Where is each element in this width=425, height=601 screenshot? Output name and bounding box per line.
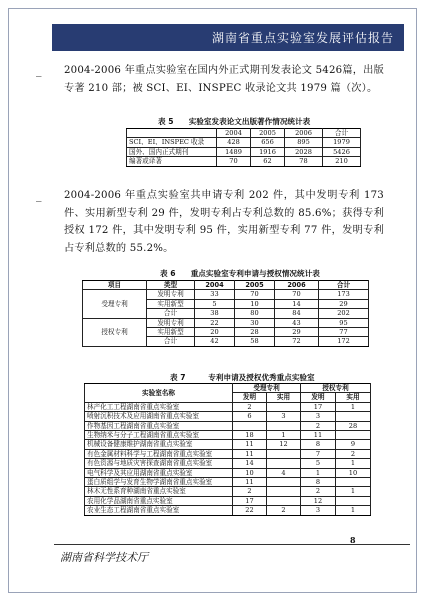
table-cell — [267, 496, 301, 505]
table-cell: 2 — [233, 402, 267, 411]
table-cell: 有色金属材料科学与工程湖南省重点实验室 — [85, 449, 233, 458]
table-cell: 84 — [275, 309, 319, 318]
table-cell: 33 — [195, 290, 235, 299]
table-header-cell: 授权专利 — [301, 384, 371, 393]
table-cell: 2028 — [285, 147, 323, 156]
table-cell: 5 — [301, 459, 336, 468]
table-cell: 58 — [235, 337, 275, 346]
table-header-cell — [127, 129, 217, 138]
table-subheader-cell: 实用 — [267, 393, 301, 402]
table-cell: 电气科学及其应用湖南省重点实验室 — [85, 468, 233, 477]
table-row — [85, 431, 371, 440]
table-header-row — [83, 281, 369, 290]
table5 — [126, 128, 361, 167]
table-cell: 11 — [233, 440, 267, 449]
table-cell: 林产化工工程湖南省重点实验室 — [85, 402, 233, 411]
table-cell: 29 — [319, 299, 369, 308]
table-cell: 蛋白质组学与发育生物学湖南省重点实验室 — [85, 478, 233, 487]
table-cell: 11 — [233, 449, 267, 458]
table-cell: 实用新型 — [147, 299, 195, 308]
table-cell: 22 — [195, 318, 235, 327]
table-subheader-cell: 实用 — [336, 393, 371, 402]
table-cell: 机械设备健康维护湖南省重点实验室 — [85, 440, 233, 449]
table-header-cell: 合计 — [323, 129, 361, 138]
table-header-cell: 2005 — [251, 129, 285, 138]
table-cell: 11 — [233, 478, 267, 487]
table-cell: 12 — [267, 440, 301, 449]
table-row — [85, 421, 371, 430]
table-cell: 1 — [336, 506, 371, 515]
table-row — [85, 496, 371, 505]
table-header-cell: 合计 — [319, 281, 369, 290]
table-cell: 3 — [267, 412, 301, 421]
table-cell: 1 — [336, 487, 371, 496]
table-cell: 95 — [319, 318, 369, 327]
table-cell: 2 — [301, 487, 336, 496]
table-cell: 1979 — [323, 138, 361, 147]
table-row — [85, 412, 371, 421]
table-cell — [336, 431, 371, 440]
table-header-row — [85, 384, 371, 393]
table-cell: 10 — [235, 299, 275, 308]
table-header-cell: 项目 — [83, 281, 147, 290]
paragraph-text: 2004-2006 年重点实验室共申请专利 202 件，其中发明专利 173 件、实用新型专利 29 件，发明专利占专利总数的 85.6%；获得专利授权 172 件，其中发明专利 95 件，实用新型专利 77 件，发明专利占专利总数的 55.2%。 — [64, 190, 384, 254]
table-cell: 12 — [301, 496, 336, 505]
table-cell — [336, 478, 371, 487]
table-cell: 3 — [301, 412, 336, 421]
table-cell: 2 — [267, 506, 301, 515]
table-subheader-cell: 发明 — [301, 393, 336, 402]
table-cell: 11 — [301, 431, 336, 440]
page-number: 8 — [350, 535, 356, 545]
table-cell: SCI、EI、INSPEC 收录 — [127, 138, 217, 147]
table-row — [85, 449, 371, 458]
table-cell: 合计 — [147, 337, 195, 346]
table-row — [127, 147, 361, 156]
table-cell: 28 — [235, 328, 275, 337]
table-cell: 172 — [319, 337, 369, 346]
table-cell: 78 — [285, 157, 323, 166]
table-cell: 合计 — [147, 309, 195, 318]
table6-caption: 表 6 重点实验室专利申请与授权情况统计表 — [160, 269, 320, 278]
bullet-dash: _ — [36, 64, 42, 77]
table-cell: 2 — [301, 421, 336, 430]
table-cell: 1489 — [217, 147, 251, 156]
table-cell: 17 — [301, 402, 336, 411]
table-cell: 有色资源与地质灾害探查湖南省重点实验室 — [85, 459, 233, 468]
table-cell: 42 — [195, 337, 235, 346]
table-cell: 173 — [319, 290, 369, 299]
table-cell: 5426 — [323, 147, 361, 156]
table5-caption: 表 5 实验室发表论文出版著作情况统计表 — [158, 117, 311, 126]
table-header-cell: 2004 — [217, 129, 251, 138]
footer-divider — [54, 544, 410, 545]
table-cell: 实用新型 — [147, 328, 195, 337]
table-row — [85, 478, 371, 487]
table-header-cell: 2006 — [275, 281, 319, 290]
table-cell: 8 — [301, 440, 336, 449]
table-row — [127, 157, 361, 166]
table-cell: 38 — [195, 309, 235, 318]
table-cell: 1 — [301, 468, 336, 477]
table-cell: 428 — [217, 138, 251, 147]
table-cell: 1916 — [251, 147, 285, 156]
paragraph-text: 2004-2006 年重点实验室在国内外正式期刊发表论文 5426篇，出版专著 210 部；被 SCI、EI、INSPEC 收录论文共 1979 篇（次）。 — [64, 65, 384, 94]
table-cell: 43 — [275, 318, 319, 327]
report-title: 湖南省重点实验室发展评估报告 — [211, 31, 394, 45]
table-cell: 1 — [267, 431, 301, 440]
table-cell: 70 — [275, 290, 319, 299]
table-cell: 202 — [319, 309, 369, 318]
table-cell — [267, 402, 301, 411]
table-row — [83, 290, 369, 299]
table-cell: 62 — [251, 157, 285, 166]
table-cell: 10 — [336, 468, 371, 477]
table-row — [85, 487, 371, 496]
table-cell: 6 — [233, 412, 267, 421]
table-header-cell: 2005 — [235, 281, 275, 290]
table-cell: 29 — [275, 328, 319, 337]
table-cell: 2 — [233, 487, 267, 496]
table-cell — [233, 421, 267, 430]
table-header-cell: 类型 — [147, 281, 195, 290]
table-cell: 作物基因工程湖南省重点实验室 — [85, 421, 233, 430]
table-cell: 7 — [301, 449, 336, 458]
table-cell: 1 — [336, 402, 371, 411]
table-cell: 5 — [195, 299, 235, 308]
table-cell: 210 — [323, 157, 361, 166]
table-cell — [267, 459, 301, 468]
table-cell: 10 — [233, 468, 267, 477]
table7 — [84, 383, 371, 516]
table-cell: 72 — [275, 337, 319, 346]
table-cell: 喷射沉积技术及应用湖南省重点实验室 — [85, 412, 233, 421]
table-cell — [336, 412, 371, 421]
table-cell: 9 — [336, 440, 371, 449]
table-cell — [267, 449, 301, 458]
footer-org: 湖南省科学技术厅 — [60, 551, 148, 564]
table-cell: 14 — [233, 459, 267, 468]
table6 — [82, 280, 369, 347]
table-header-cell: 受理专利 — [233, 384, 301, 393]
table-row — [85, 468, 371, 477]
table-cell: 发明专利 — [147, 290, 195, 299]
table-subheader-cell: 发明 — [233, 393, 267, 402]
table-header-cell: 实验室名称 — [85, 384, 233, 403]
table-cell: 80 — [235, 309, 275, 318]
table-cell: 28 — [336, 421, 371, 430]
table-cell: 编著或译著 — [127, 157, 217, 166]
table-row — [127, 138, 361, 147]
paragraph-patents — [36, 187, 384, 257]
table-header-cell: 2006 — [285, 129, 323, 138]
table-cell: 1 — [336, 459, 371, 468]
paragraph-papers — [36, 62, 384, 97]
table-cell: 22 — [233, 506, 267, 515]
table-row — [85, 402, 371, 411]
table-row — [83, 318, 369, 327]
group-label: 受理专利 — [83, 290, 147, 318]
header-banner — [52, 24, 404, 51]
table-row — [85, 440, 371, 449]
table-cell: 国外、国内正式期刊 — [127, 147, 217, 156]
table-cell: 农用化学品湖南省重点实验室 — [85, 496, 233, 505]
table-cell: 4 — [267, 468, 301, 477]
table-cell: 17 — [233, 496, 267, 505]
table-cell: 20 — [195, 328, 235, 337]
table-cell: 林木无性系育种湖南省重点实验室 — [85, 487, 233, 496]
table-cell — [336, 496, 371, 505]
table-cell: 70 — [217, 157, 251, 166]
table-header-cell: 2004 — [195, 281, 235, 290]
table-row — [85, 459, 371, 468]
table-cell: 农业生态工程湖南省重点实验室 — [85, 506, 233, 515]
table-cell — [267, 478, 301, 487]
table-cell: 18 — [233, 431, 267, 440]
table-cell: 656 — [251, 138, 285, 147]
table-row — [85, 506, 371, 515]
table-header-row — [127, 129, 361, 138]
table-cell — [267, 421, 301, 430]
table-cell — [267, 487, 301, 496]
table-cell: 30 — [235, 318, 275, 327]
table-cell: 895 — [285, 138, 323, 147]
group-label: 授权专利 — [83, 318, 147, 346]
table-cell: 3 — [301, 506, 336, 515]
table-cell: 生物纳米与分子工程湖南省重点实验室 — [85, 431, 233, 440]
table-cell: 70 — [235, 290, 275, 299]
table-cell: 2 — [336, 449, 371, 458]
bullet-dash: _ — [36, 189, 42, 202]
table-cell: 77 — [319, 328, 369, 337]
table-cell: 14 — [275, 299, 319, 308]
table-cell: 发明专利 — [147, 318, 195, 327]
table-cell: 8 — [301, 478, 336, 487]
table7-caption: 表 7 专利申请及授权优秀重点实验室 — [170, 373, 315, 382]
